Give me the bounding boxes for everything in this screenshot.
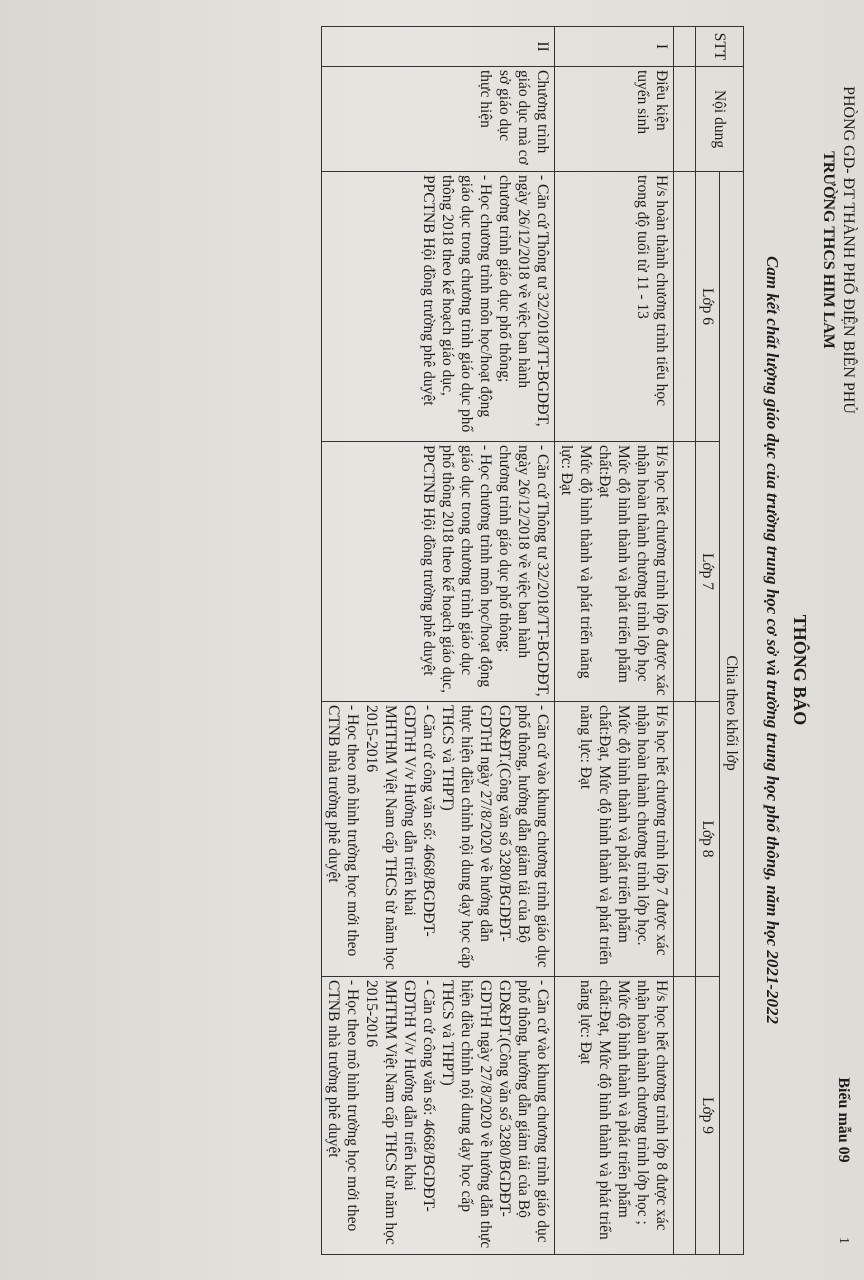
page-number: 1 [836,1237,851,1244]
cell-grade-9: H/s học hết chương trình lớp 8 được xác nhận hoàn thành chương trình lớp học ; Mức độ hình thành và phát triển phẩm chất:Đạt, Mức độ hình thành và phát triển năng lực: Đạt [555,977,674,1255]
cell-grade-8: H/s học hết chương trình lớp 7 được xác nhận hoàn thành chương trình lớp học. Mức độ hình thành và phát triển phẩm chất:Đạt, Mức độ hình thành và phát triển năng lực: Đạt [555,702,674,977]
cell-grade-8: - Căn cứ vào khung chương trình giáo dục phổ thông, hướng dẫn giảm tải của Bộ GD&ĐT.(Công văn số 3280/BGDĐT-GDTrH ngày 27/8/2020 về hướng dẫn thực hiện điều chỉnh nội dung dạy học cấp THCS và THPT) - Căn cứ công văn số: 4668/BGDĐT-GDTrH V/v Hướng dẫn triển khai MHTHM Việt Nam cấp THCS từ năm học 2015-2016 - Học theo mô hình trường học mới theo CTNB nhà trường phê duyệt [322,702,555,977]
department-name: PHÒNG GD- ĐT THÀNH PHỐ ĐIỆN BIÊN PHỦ [840,86,857,414]
issuer-header [818,30,858,470]
school-name: TRƯỜNG THCS HIM LAM [820,151,837,349]
cell-grade-9: - Căn cứ vào khung chương trình giáo dục phổ thông, hướng dẫn giảm tải của Bộ GD&ĐT.(Công văn số 3280/BGDĐT-GDTrH ngày 27/8/2020 về hướng dẫn thực hiện điều chỉnh nội dung dạy học cấp THCS và THPT) - Căn cứ công văn số: 4668/BGDĐT-GDTrH V/v Hướng dẫn triển khai MHTHM Việt Nam cấp THCS từ năm học 2015-2016 - Học theo mô hình trường học mới theo CTNB nhà trường phê duyệt [322,977,555,1255]
table-header-row [720,27,744,1255]
quality-commitment-table [321,26,744,1255]
row-content: Điều kiện tuyển sinh [555,67,674,172]
cell-grade-6: H/s hoàn thành chương trình tiểu học trong độ tuổi từ 11 - 13 [555,172,674,442]
cell-grade-6: - Căn cứ Thông tư 32/2018/TT-BGDĐT, ngày 26/12/2018 về việc ban hành chương trình giáo dục phổ thông; - Học chương trình môn học/hoạt động giáo dục trong chương trình giáo dục phổ thông 2018 theo kế hoạch giáo dục, PPCTNB Hội đồng trường phê duyệt [322,172,555,442]
header-grade-group: Chia theo khối lớp [720,172,744,1255]
cell-grade-7: H/s học hết chương trình lớp 6 được xác nhận hoàn thành chương trình lớp học Mức độ hình thành và phát triển phẩm chất:Đạt Mức độ hình thành và phát triển năng lực: Đạt [555,442,674,702]
table-blank-row [674,27,696,1255]
header-grade-6: Lớp 6 [696,172,720,442]
header-grade-8: Lớp 8 [696,702,720,977]
row-stt: I [555,27,674,67]
document-title: THÔNG BÁO [790,614,810,726]
header-grade-7: Lớp 7 [696,442,720,702]
row-stt: II [322,27,555,67]
table-row [322,27,555,1255]
table-row [555,27,674,1255]
header-stt: STT [696,27,744,67]
table-grade-header-row [696,27,720,1255]
row-content: Chương trình giáo dục mà cơ sở giáo dục thực hiện [322,67,555,172]
cell-grade-7: - Căn cứ Thông tư 32/2018/TT-BGDĐT, ngày 26/12/2018 về việc ban hành chương trình giáo dục phổ thông; - Học chương trình môn học/hoạt động giáo dục trong chương trình giáo dục phổ thông 2018 theo kế hoạch giáo dục, PPCTNB Hội đồng trường phê duyệt [322,442,555,702]
document-page [2,10,862,1260]
form-code: Biểu mẫu 09 [835,1077,852,1163]
header-content: Nội dung [696,67,744,172]
document-subtitle: Cam kết chất lượng giáo dục của trường trung học cơ sở và trường trung học phổ thông, năm học 2021-2022 [763,255,782,1025]
header-grade-9: Lớp 9 [696,977,720,1255]
